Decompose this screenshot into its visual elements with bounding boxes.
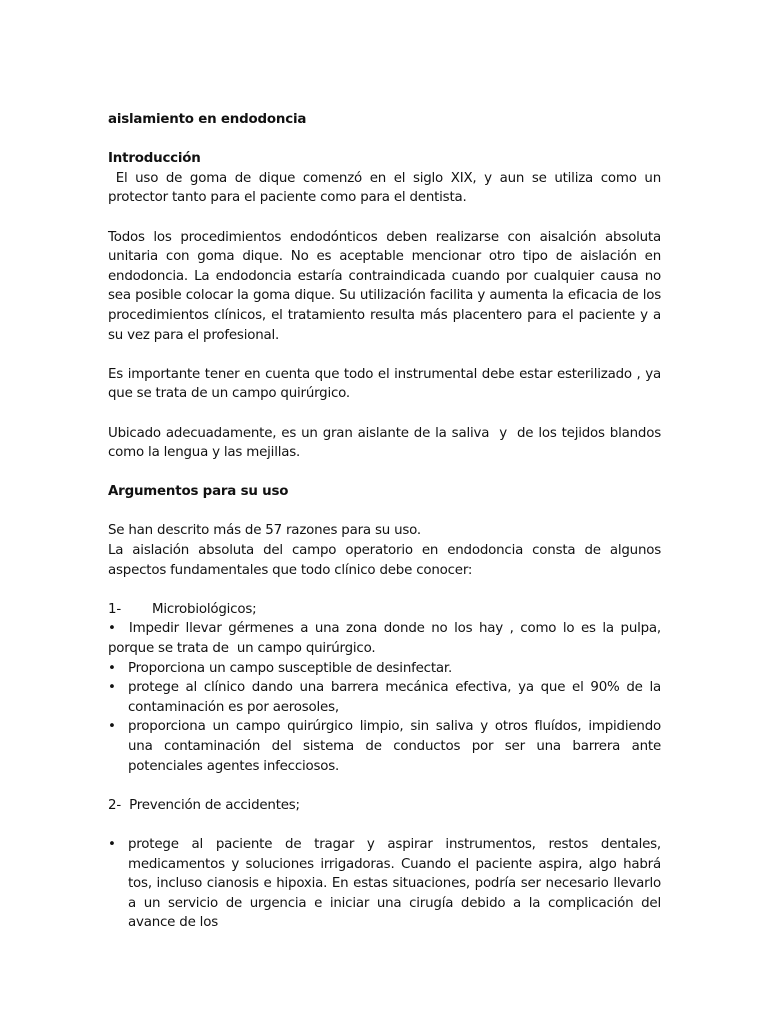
section-1-bullet-2 — [108, 659, 661, 679]
bullet-text: protege al clínico dando una barrera mecánica efectiva, ya que el 90% de la contaminación es por aerosoles, — [128, 680, 661, 715]
section-1-heading — [108, 600, 661, 620]
bullet-text: Impedir llevar gérmenes a una zona donde no los hay , como lo es la pulpa, porque se trata de un campo quirúrgico. — [108, 621, 666, 657]
args-heading: Argumentos para su uso — [108, 484, 289, 500]
section-1-bullet-4 — [108, 717, 661, 776]
args-paragraph-2: La aislación absoluta del campo operatorio en endodoncia consta de algunos aspectos fundamentales que todo clínico debe conocer: — [108, 543, 661, 578]
section-1-bullet-3 — [108, 678, 661, 717]
section-2-heading: 2- Prevención de accidentes; — [108, 797, 300, 813]
args-paragraph-1: Se han descrito más de 57 razones para su uso. — [108, 523, 421, 539]
intro-paragraph-4: Ubicado adecuadamente, es un gran aislante de la saliva y de los tejidos blandos como la lengua y las mejillas. — [108, 425, 666, 461]
bullet-text: Proporciona un campo susceptible de desinfectar. — [128, 660, 453, 676]
intro-heading: Introducción — [108, 151, 201, 167]
section-1-bullet-1 — [108, 619, 666, 658]
section-2-bullet-1 — [108, 835, 661, 933]
section-1-title: Microbiológicos; — [152, 601, 257, 617]
bullet-icon: • — [108, 660, 116, 676]
document-body — [108, 110, 670, 933]
intro-paragraph-3: Es importante tener en cuenta que todo el instrumental debe estar esterilizado , ya que se trata de un campo quirúrgico. — [108, 366, 661, 402]
bullet-icon: • — [108, 621, 116, 637]
bullet-icon: • — [108, 680, 116, 696]
bullet-icon: • — [108, 719, 116, 735]
bullet-text: protege al paciente de tragar y aspirar instrumentos, restos dentales, medicamentos y soluciones irrigadoras. Cuando el paciente aspira, algo habrá tos, incluso cianosis e hipoxia. En estas situaciones, podría ser necesario llevarlo a un servicio de urgencia e iniciar una cirugía debido a la complicación del avance de los — [128, 836, 661, 931]
intro-paragraph-1: El uso de goma de dique comenzó en el siglo XIX, y aun se utiliza como un protector tanto para el paciente como para el dentista. — [108, 170, 670, 206]
bullet-text: proporciona un campo quirúrgico limpio, sin saliva y otros fluídos, impidiendo una contaminación del sistema de conductos por ser una barrera ante potenciales agentes infecciosos. — [128, 719, 661, 774]
intro-paragraph-2: Todos los procedimientos endodónticos deben realizarse con aisalción absoluta unitaria con goma dique. No es aceptable mencionar otro tipo de aislación en endodoncia. La endodoncia estaría contraindicada cuando por cualquier causa no sea posible colocar la goma dique. Su utilización facilita y aumenta la eficacia de los procedimientos clínicos, el tratamiento resulta más placentero para el paciente y a su vez para el profesional. — [108, 229, 661, 343]
bullet-icon: • — [108, 836, 116, 852]
document-title: aislamiento en endodoncia — [108, 112, 307, 127]
section-1-number: 1- — [108, 601, 121, 617]
